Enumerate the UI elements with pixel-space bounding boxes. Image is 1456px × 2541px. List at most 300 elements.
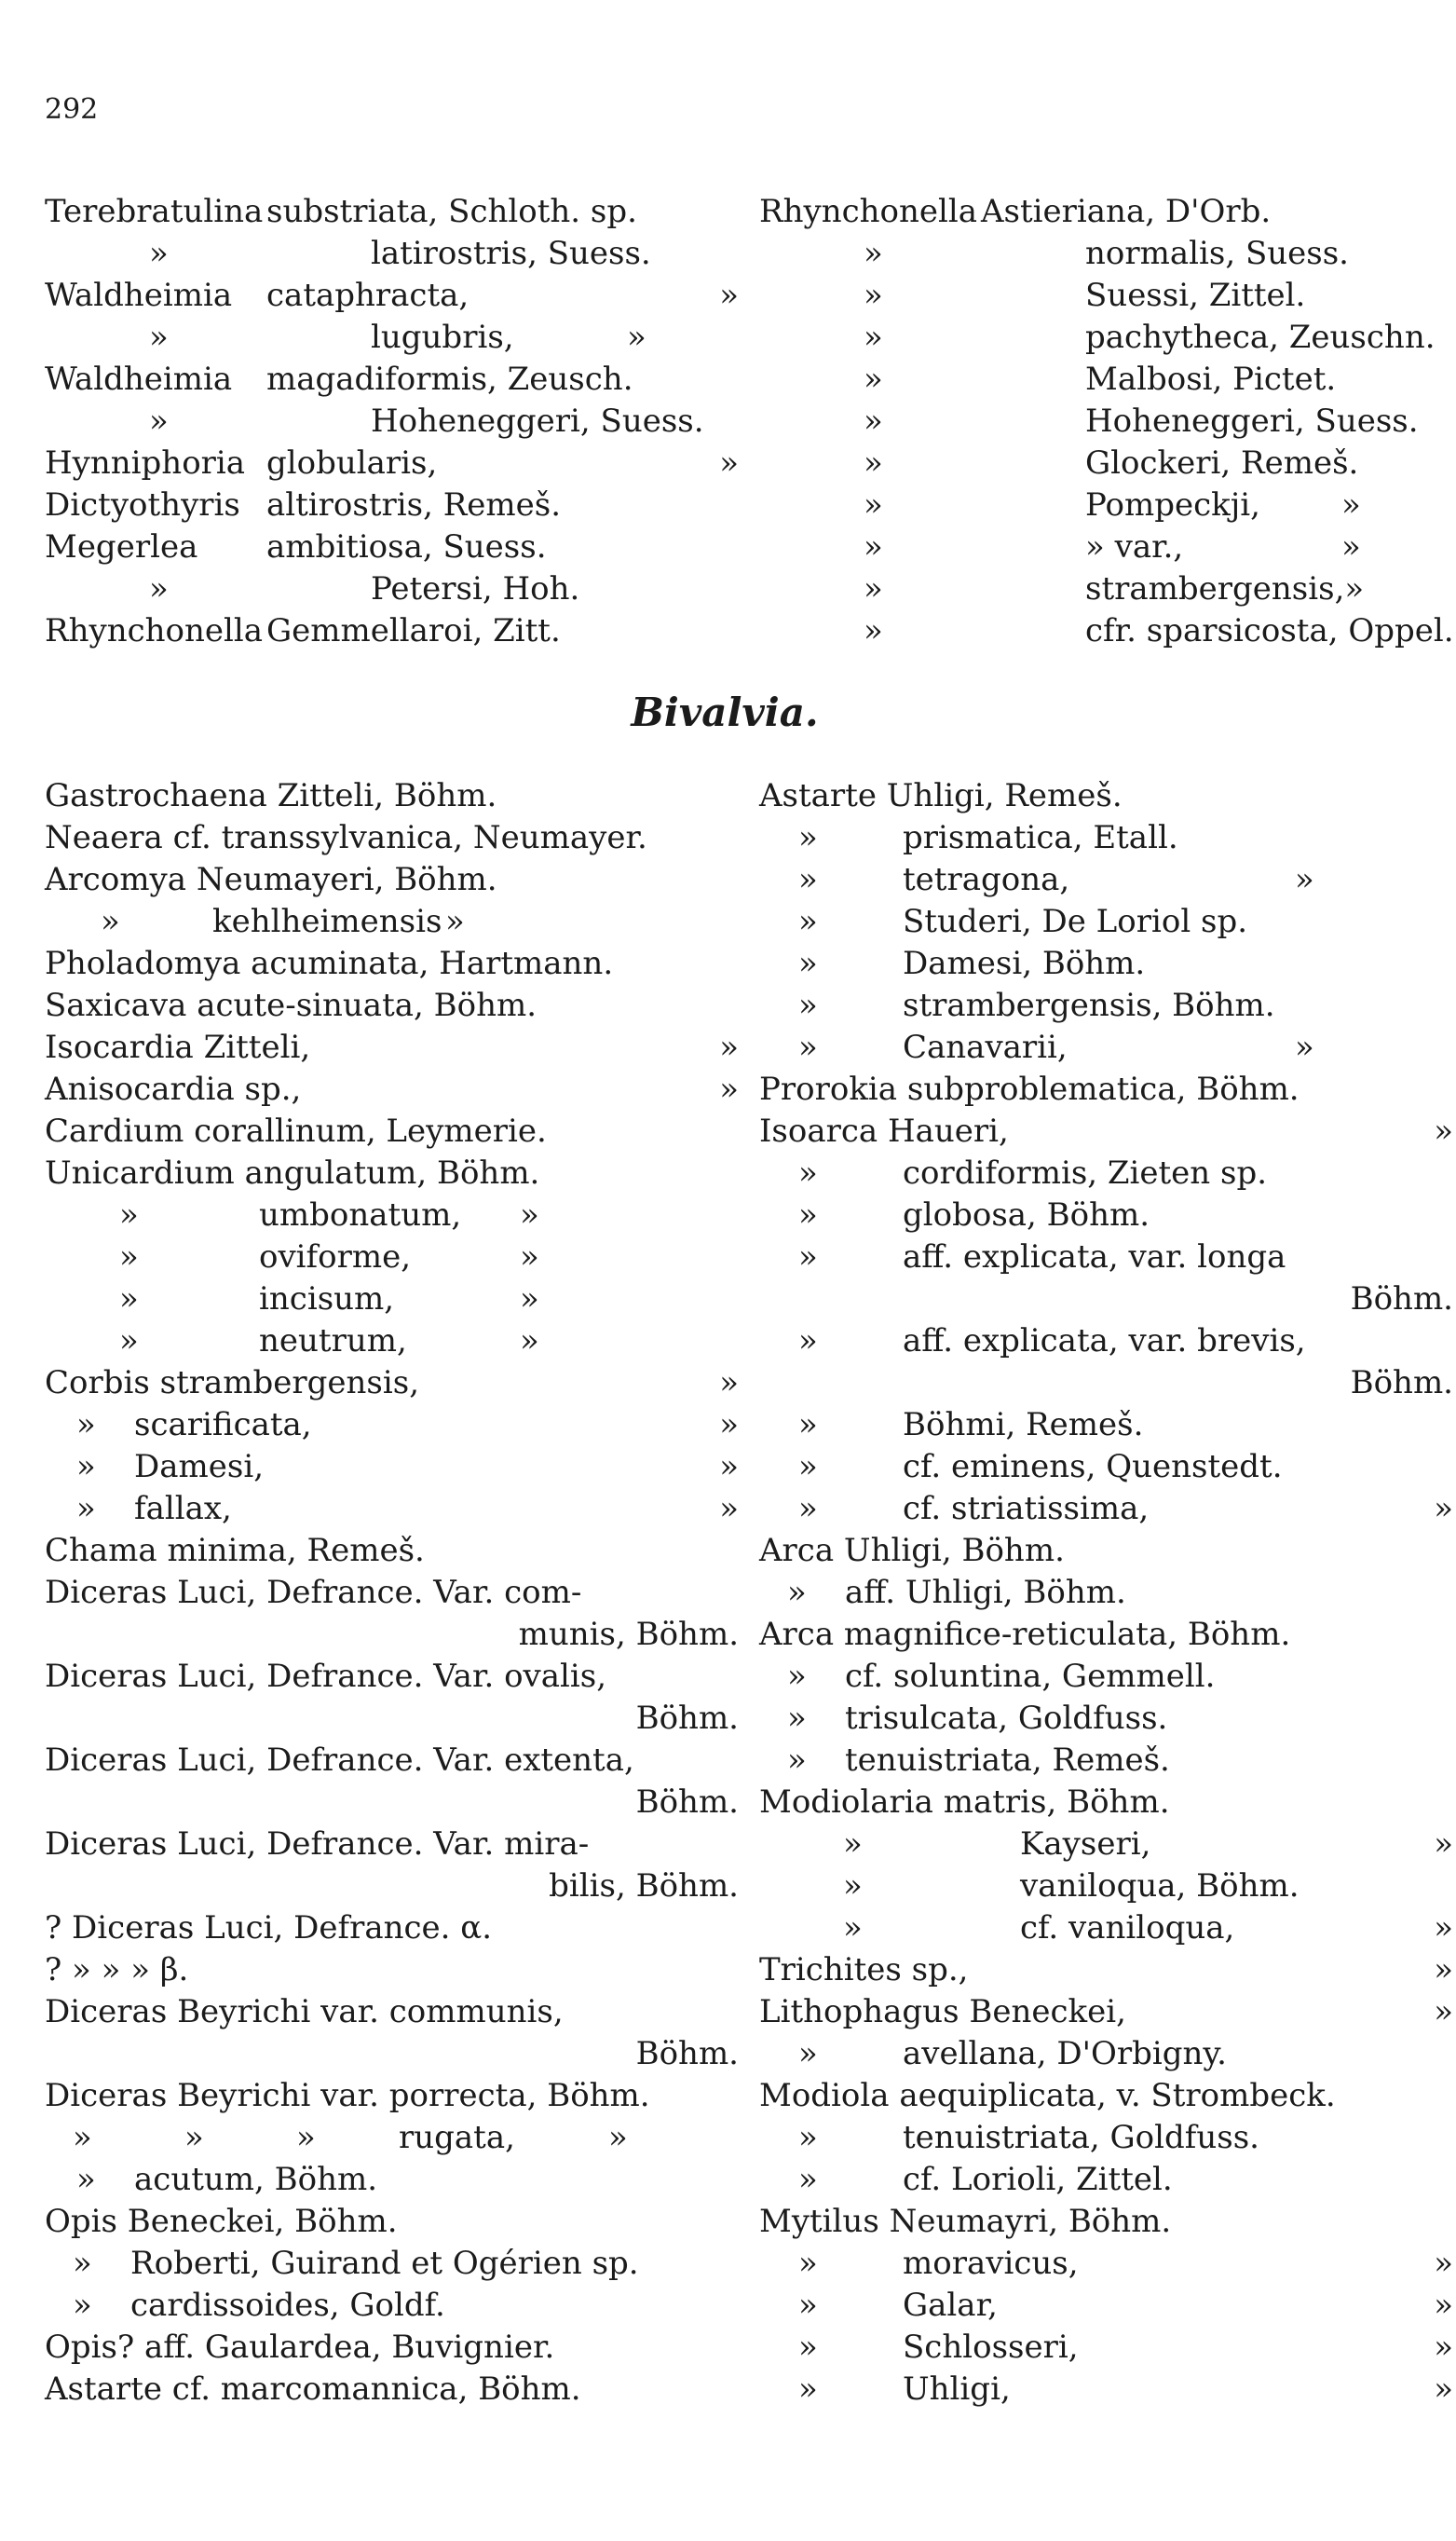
species-entry: [45, 275, 739, 317]
species-entry: [45, 1278, 739, 1320]
entry-text: Diceras Luci, Defrance. Var. extenta,: [45, 1742, 634, 1779]
species-entry: [45, 1991, 739, 2033]
entry-text: moravicus,: [903, 2245, 1079, 2282]
species-entry: [45, 1907, 739, 1949]
species-entry: [45, 2243, 739, 2285]
species-entry: [45, 191, 739, 233]
entry-text: Böhm.: [1350, 1364, 1453, 1401]
entry-text: »: [1341, 528, 1361, 566]
entry-text: »: [864, 277, 883, 314]
entry-text: Diceras Luci, Defrance. Var. com-: [45, 1574, 582, 1611]
species-entry: [759, 1446, 1453, 1488]
entry-text: »: [843, 1867, 863, 1905]
entry-text: »: [149, 570, 169, 608]
entry-text: »: [719, 1490, 739, 1527]
entry-text: »: [520, 1196, 539, 1234]
entry-text: »: [719, 1071, 739, 1108]
entry-text: neutrum,: [259, 1322, 407, 1359]
entry-text: Chama minima, Remeš.: [45, 1532, 425, 1569]
entry-text: »: [864, 528, 883, 566]
species-entry: [759, 2159, 1453, 2201]
species-entry: [759, 859, 1453, 901]
entry-text: rugata,: [399, 2119, 515, 2156]
species-entry: [759, 901, 1453, 943]
entry-text: »: [119, 1280, 139, 1318]
species-entry: [45, 1069, 739, 1111]
entry-text: Modiolaria matris, Böhm.: [759, 1783, 1170, 1821]
entry-text: Unicardium angulatum, Böhm.: [45, 1154, 540, 1192]
entry-text: »: [787, 1742, 807, 1779]
entry-text: Trichites sp.,: [759, 1951, 969, 1988]
entry-text: Böhm.: [635, 1700, 739, 1737]
species-entry: [759, 1865, 1453, 1907]
entry-text: avellana, D'Orbigny.: [903, 2035, 1227, 2072]
entry-text: globularis,: [266, 444, 438, 482]
species-entry: [759, 443, 1453, 485]
entry-text: aff. Uhligi, Böhm.: [845, 1574, 1126, 1611]
species-entry: [759, 2369, 1453, 2411]
entry-text: »: [798, 987, 818, 1024]
entry-text: cfr. sparsicosta, Oppel.: [1085, 612, 1454, 649]
entry-text: Saxicava acute-sinuata, Böhm.: [45, 987, 537, 1024]
entry-text: »: [787, 1700, 807, 1737]
entry-text: »: [787, 1574, 807, 1611]
entry-text: ? » » » β.: [45, 1951, 189, 1988]
entry-text: »: [296, 2119, 316, 2156]
species-entry: [45, 1824, 739, 1865]
entry-text: Malbosi, Pictet.: [1085, 361, 1337, 398]
entry-text: Hoheneggeri, Suess.: [371, 403, 704, 440]
entry-text: Damesi,: [134, 1448, 265, 1485]
entry-text: Neaera cf. transsylvanica, Neumayer.: [45, 819, 647, 856]
species-entry: [759, 401, 1453, 443]
entry-text: Opis Beneckei, Böhm.: [45, 2203, 398, 2240]
entry-text: »: [798, 2370, 818, 2408]
species-entry: [45, 443, 739, 485]
entry-text: prismatica, Etall.: [903, 819, 1178, 856]
entry-text: »: [719, 1406, 739, 1443]
species-entry: [45, 1362, 739, 1404]
entry-text: »: [864, 403, 883, 440]
species-entry: [45, 2327, 739, 2369]
entry-text: »: [149, 319, 169, 356]
entry-text: »: [73, 2287, 92, 2324]
entry-text: Uhligi,: [903, 2370, 1011, 2408]
entry-text: Rhynchonella: [759, 193, 978, 230]
entry-text: »: [119, 1196, 139, 1234]
entry-text: »: [798, 1448, 818, 1485]
entry-text: »: [1434, 2329, 1453, 2366]
entry-text: »: [1434, 1993, 1453, 2030]
entry-text: aff. explicata, var. brevis,: [903, 1322, 1306, 1359]
species-entry: [759, 1656, 1453, 1698]
bivalvia-left-column: [45, 775, 739, 2411]
entry-text: Damesi, Böhm.: [903, 945, 1146, 982]
entry-text: trisulcata, Goldfuss.: [845, 1700, 1168, 1737]
entry-text: »: [798, 2119, 818, 2156]
entry-text: »: [76, 1448, 96, 1485]
entry-text: Schlosseri,: [903, 2329, 1079, 2366]
species-entry: [759, 2033, 1453, 2075]
species-entry: [45, 1446, 739, 1488]
species-entry: [45, 526, 739, 568]
brachiopoda-right-column: [759, 191, 1453, 652]
entry-text: incisum,: [259, 1280, 395, 1318]
species-entry: [45, 1530, 739, 1572]
species-entry: [45, 568, 739, 610]
entry-text: »: [627, 319, 646, 356]
entry-text: »: [1434, 2370, 1453, 2408]
entry-text: Gemmellaroi, Zitt.: [266, 612, 561, 649]
species-entry: [759, 2075, 1453, 2117]
entry-text: Pompeckji,: [1085, 486, 1260, 524]
species-entry: [759, 317, 1453, 359]
species-entry: [759, 2201, 1453, 2243]
entry-text: altirostris, Remeš.: [266, 486, 562, 524]
species-entry: [759, 985, 1453, 1027]
entry-text: »: [76, 2161, 96, 2198]
entry-text: »: [1434, 2287, 1453, 2324]
entry-text: Mytilus Neumayri, Böhm.: [759, 2203, 1172, 2240]
entry-text: »: [864, 235, 883, 272]
entry-text: »: [101, 903, 120, 940]
entry-text: Petersi, Hoh.: [371, 570, 580, 608]
entry-text: Kayseri,: [1020, 1825, 1151, 1863]
entry-text: vaniloqua, Böhm.: [1020, 1867, 1300, 1905]
entry-text: Astarte cf. marcomannica, Böhm.: [45, 2370, 581, 2408]
species-entry: [759, 1572, 1453, 1614]
entry-text: Böhm.: [635, 1783, 739, 1821]
species-entry: [759, 233, 1453, 275]
entry-text: »: [798, 1154, 818, 1192]
entry-text: Arca magnifice-reticulata, Böhm.: [759, 1616, 1291, 1653]
entry-text: Canavarii,: [903, 1029, 1068, 1066]
entry-text: »: [1434, 1909, 1453, 1947]
entry-text: Isocardia Zitteli,: [45, 1029, 311, 1066]
entry-text: Modiola aequiplicata, v. Strombeck.: [759, 2077, 1336, 2114]
entry-text: »: [149, 403, 169, 440]
entry-text: fallax,: [134, 1490, 232, 1527]
entry-text: Astieriana, D'Orb.: [981, 193, 1272, 230]
species-entry: [759, 1824, 1453, 1865]
entry-text: »: [798, 861, 818, 898]
entry-text: »: [608, 2119, 628, 2156]
species-entry: [759, 1320, 1453, 1362]
entry-text: »: [719, 1029, 739, 1066]
entry-text: cataphracta,: [266, 277, 469, 314]
entry-text: Arcomya Neumayeri, Böhm.: [45, 861, 497, 898]
entry-text: »: [1295, 1029, 1314, 1066]
entry-text: »: [73, 2119, 92, 2156]
species-entry: [45, 817, 739, 859]
entry-text: tenuistriata, Goldfuss.: [903, 2119, 1259, 2156]
entry-text: »: [798, 1029, 818, 1066]
entry-text: »: [864, 486, 883, 524]
entry-text: Hynniphoria: [45, 444, 246, 482]
entry-text: »: [798, 2287, 818, 2324]
species-entry: [45, 775, 739, 817]
entry-text: Böhm.: [635, 2035, 739, 2072]
entry-text: Lithophagus Beneckei,: [759, 1993, 1126, 2030]
entry-text: »: [864, 444, 883, 482]
species-entry: [45, 1027, 739, 1069]
entry-text: Gastrochaena Zitteli, Böhm.: [45, 777, 497, 814]
entry-text: »: [719, 1364, 739, 1401]
entry-text: Galar,: [903, 2287, 998, 2324]
entry-text: strambergensis, Böhm.: [903, 987, 1275, 1024]
entry-text: »: [1434, 1825, 1453, 1863]
species-entry: [759, 775, 1453, 817]
entry-text: normalis, Suess.: [1085, 235, 1349, 272]
entry-text: »: [798, 1196, 818, 1234]
species-entry: [759, 2243, 1453, 2285]
species-entry: [45, 2369, 739, 2411]
entry-text: Waldheimia: [45, 361, 233, 398]
bivalvia-list: [45, 775, 1453, 2411]
entry-text: Böhm.: [1350, 1280, 1453, 1318]
species-entry: [759, 1027, 1453, 1069]
entry-text: Diceras Luci, Defrance. Var. ovalis,: [45, 1658, 607, 1695]
entry-text: »: [719, 1448, 739, 1485]
species-entry: [45, 1320, 739, 1362]
species-entry: [759, 1069, 1453, 1111]
species-entry: [759, 485, 1453, 526]
entry-text: »: [798, 2245, 818, 2282]
species-entry: [45, 1153, 739, 1195]
species-entry: [759, 1782, 1453, 1824]
entry-text: Opis? aff. Gaulardea, Buvignier.: [45, 2329, 555, 2366]
entry-text: »: [787, 1658, 807, 1695]
entry-text: »: [520, 1322, 539, 1359]
entry-text: Terebratulina: [45, 193, 264, 230]
entry-text: »: [864, 319, 883, 356]
entry-text: Glockeri, Remeš.: [1085, 444, 1359, 482]
entry-text: »: [719, 444, 739, 482]
entry-text: »: [119, 1238, 139, 1276]
species-entry: [45, 2159, 739, 2201]
species-entry: [45, 1572, 739, 1614]
entry-text: »: [1295, 861, 1314, 898]
entry-text: ambitiosa, Suess.: [266, 528, 547, 566]
species-entry: [45, 1656, 739, 1698]
entry-text: kehlheimensis: [212, 903, 442, 940]
bivalvia-right-column: [759, 775, 1453, 2411]
entry-text: tetragona,: [903, 861, 1070, 898]
entry-text: substriata, Schloth. sp.: [266, 193, 637, 230]
species-entry: [45, 2033, 739, 2075]
entry-text: Studeri, De Loriol sp.: [903, 903, 1248, 940]
species-entry: [45, 401, 739, 443]
species-entry: [759, 275, 1453, 317]
species-entry: [45, 943, 739, 985]
entry-text: cf. vaniloqua,: [1020, 1909, 1235, 1947]
species-entry: [759, 610, 1453, 652]
entry-text: Roberti, Guirand et Ogérien sp.: [130, 2245, 639, 2282]
entry-text: Megerlea: [45, 528, 198, 566]
entry-text: »: [798, 1238, 818, 1276]
entry-text: Waldheimia: [45, 277, 233, 314]
entry-text: pachytheca, Zeuschn.: [1085, 319, 1436, 356]
species-entry: [759, 1614, 1453, 1656]
entry-text: »: [864, 361, 883, 398]
entry-text: cf. eminens, Quenstedt.: [903, 1448, 1283, 1485]
entry-text: »: [798, 1490, 818, 1527]
entry-text: »: [1434, 2245, 1453, 2282]
species-entry: [45, 317, 739, 359]
entry-text: bilis, Böhm.: [549, 1867, 739, 1905]
species-entry: [45, 1195, 739, 1236]
species-entry: [45, 1488, 739, 1530]
entry-text: »: [73, 2245, 92, 2282]
entry-text: Diceras Luci, Defrance. Var. mira-: [45, 1825, 590, 1863]
species-entry: [759, 943, 1453, 985]
entry-text: » var.,: [1085, 528, 1184, 566]
species-entry: [45, 1404, 739, 1446]
entry-text: Astarte Uhligi, Remeš.: [759, 777, 1123, 814]
entry-text: Hoheneggeri, Suess.: [1085, 403, 1419, 440]
entry-text: »: [184, 2119, 204, 2156]
brachiopoda-list: [45, 191, 1454, 652]
entry-text: strambergensis,: [1085, 570, 1345, 608]
species-entry: [45, 610, 739, 652]
entry-text: Anisocardia sp.,: [45, 1071, 302, 1108]
entry-text: munis, Böhm.: [518, 1616, 739, 1653]
entry-text: Rhynchonella: [45, 612, 264, 649]
species-entry: [759, 1153, 1453, 1195]
entry-text: »: [843, 1909, 863, 1947]
entry-text: »: [76, 1490, 96, 1527]
species-entry: [759, 2327, 1453, 2369]
species-entry: [759, 1488, 1453, 1530]
entry-text: »: [1434, 1490, 1453, 1527]
species-entry: [45, 859, 739, 901]
entry-text: cordiformis, Zieten sp.: [903, 1154, 1268, 1192]
entry-text: globosa, Böhm.: [903, 1196, 1150, 1234]
species-entry: [759, 526, 1453, 568]
entry-text: »: [119, 1322, 139, 1359]
entry-text: acutum, Böhm.: [134, 2161, 378, 2198]
species-entry: [759, 1236, 1453, 1278]
entry-text: Corbis strambergensis,: [45, 1364, 420, 1401]
species-entry: [759, 1278, 1453, 1320]
species-entry: [45, 1698, 739, 1740]
page-number: 292: [45, 93, 99, 126]
section-heading: Bivalvia.: [631, 690, 819, 735]
entry-text: latirostris, Suess.: [371, 235, 651, 272]
brachiopoda-left-column: [45, 191, 739, 652]
entry-text: Isoarca Haueri,: [759, 1113, 1009, 1150]
entry-text: »: [798, 2035, 818, 2072]
entry-text: »: [1341, 486, 1361, 524]
entry-text: »: [1434, 1951, 1453, 1988]
species-entry: [45, 901, 739, 943]
entry-text: »: [445, 903, 465, 940]
species-entry: [759, 1530, 1453, 1572]
species-entry: [759, 1698, 1453, 1740]
species-entry: [759, 1111, 1453, 1153]
entry-text: cardissoides, Goldf.: [130, 2287, 445, 2324]
entry-text: »: [798, 903, 818, 940]
species-entry: [759, 2117, 1453, 2159]
entry-text: Böhmi, Remeš.: [903, 1406, 1144, 1443]
species-entry: [759, 1362, 1453, 1404]
species-entry: [45, 2285, 739, 2327]
species-entry: [759, 568, 1453, 610]
entry-text: »: [520, 1238, 539, 1276]
species-entry: [45, 485, 739, 526]
entry-text: »: [149, 235, 169, 272]
species-entry: [759, 191, 1453, 233]
entry-text: »: [798, 945, 818, 982]
species-entry: [759, 1949, 1453, 1991]
species-entry: [45, 359, 739, 401]
species-entry: [759, 817, 1453, 859]
entry-text: Suessi, Zittel.: [1085, 277, 1306, 314]
entry-text: Diceras Beyrichi var. communis,: [45, 1993, 564, 2030]
entry-text: »: [1434, 1113, 1453, 1150]
species-entry: [45, 1865, 739, 1907]
entry-text: »: [798, 1406, 818, 1443]
entry-text: cf. striatissima,: [903, 1490, 1150, 1527]
entry-text: aff. explicata, var. longa: [903, 1238, 1286, 1276]
entry-text: tenuistriata, Remeš.: [845, 1742, 1170, 1779]
species-entry: [45, 2075, 739, 2117]
species-entry: [45, 1949, 739, 1991]
entry-text: Arca Uhligi, Böhm.: [759, 1532, 1065, 1569]
species-entry: [45, 1740, 739, 1782]
entry-text: »: [76, 1406, 96, 1443]
species-entry: [759, 1404, 1453, 1446]
species-entry: [759, 1991, 1453, 2033]
species-entry: [45, 1111, 739, 1153]
entry-text: »: [864, 570, 883, 608]
species-entry: [45, 1614, 739, 1656]
entry-text: »: [798, 819, 818, 856]
entry-text: »: [520, 1280, 539, 1318]
species-entry: [759, 1740, 1453, 1782]
entry-text: »: [798, 1322, 818, 1359]
species-entry: [45, 2117, 739, 2159]
entry-text: Diceras Beyrichi var. porrecta, Böhm.: [45, 2077, 650, 2114]
species-entry: [759, 2285, 1453, 2327]
entry-text: Dictyothyris: [45, 486, 240, 524]
entry-text: »: [719, 277, 739, 314]
entry-text: Prorokia subproblematica, Böhm.: [759, 1071, 1300, 1108]
entry-text: cf. soluntina, Gemmell.: [845, 1658, 1216, 1695]
entry-text: Cardium corallinum, Leymerie.: [45, 1113, 547, 1150]
species-entry: [45, 1236, 739, 1278]
entry-text: scarificata,: [134, 1406, 312, 1443]
species-entry: [759, 1907, 1453, 1949]
species-entry: [45, 233, 739, 275]
entry-text: »: [1344, 570, 1365, 608]
entry-text: »: [864, 612, 883, 649]
entry-text: oviforme,: [259, 1238, 412, 1276]
species-entry: [45, 2201, 739, 2243]
entry-text: umbonatum,: [259, 1196, 462, 1234]
entry-text: »: [843, 1825, 863, 1863]
entry-text: lugubris,: [371, 319, 514, 356]
species-entry: [45, 985, 739, 1027]
entry-text: magadiformis, Zeusch.: [266, 361, 633, 398]
species-entry: [759, 1195, 1453, 1236]
entry-text: »: [798, 2161, 818, 2198]
species-entry: [45, 1782, 739, 1824]
entry-text: »: [798, 2329, 818, 2366]
species-entry: [759, 359, 1453, 401]
entry-text: cf. Lorioli, Zittel.: [903, 2161, 1173, 2198]
entry-text: ? Diceras Luci, Defrance. α.: [45, 1909, 493, 1947]
